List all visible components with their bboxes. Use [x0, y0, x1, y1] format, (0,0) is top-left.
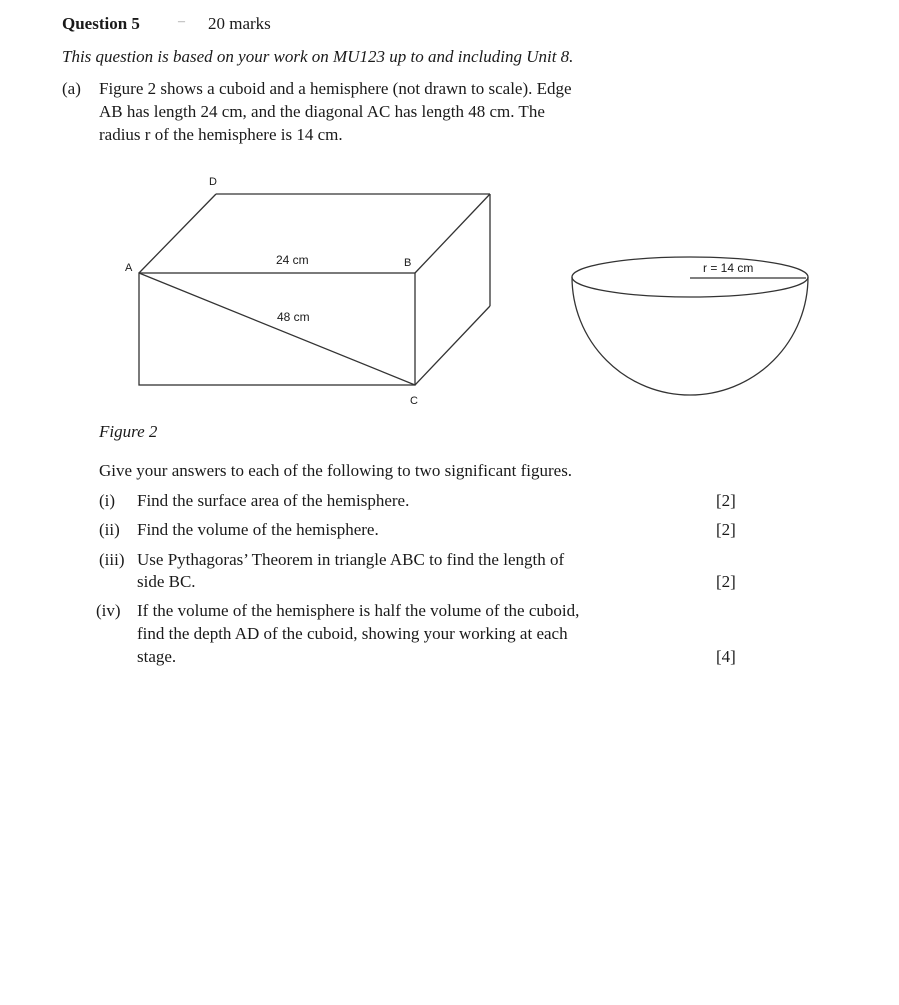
diagonal-ac-length: 48 cm [277, 310, 310, 324]
intro-text: This question is based on your work on MU123 up to and including Unit 8. [62, 47, 574, 66]
question-title: Question 5 [62, 14, 140, 33]
question-text: stage. [137, 647, 177, 666]
vertex-label-d: D [209, 176, 217, 188]
cuboid-edge-ad [139, 194, 216, 273]
question-text: Use Pythagoras’ Theorem in triangle ABC to find the length of [137, 550, 565, 569]
cuboid-top-right-edge [415, 194, 490, 273]
question-text: side BC. [137, 572, 196, 591]
hemisphere [572, 257, 808, 395]
figure-caption: Figure 2 [99, 422, 158, 441]
question-number: (i) [99, 491, 116, 510]
question-text: find the depth AD of the cuboid, showing your working at each [137, 624, 568, 643]
question-text: Find the surface area of the hemisphere. [137, 491, 410, 510]
hemisphere-bowl [572, 277, 808, 395]
cuboid-diagonal-ac [139, 273, 415, 385]
question-number: (iii) [99, 550, 125, 569]
cuboid-bottom-right-edge [415, 306, 490, 385]
radius-label: r = 14 cm [703, 261, 754, 275]
hemisphere-rim [572, 257, 808, 297]
vertex-label-a: A [125, 262, 133, 274]
question-number: (ii) [99, 520, 120, 539]
question-marks: [2] [716, 572, 736, 591]
part-a-line-2: AB has length 24 cm, and the diagonal AC has length 48 cm. The [99, 102, 545, 121]
cuboid [139, 194, 490, 385]
title-separator: – [178, 14, 185, 29]
part-a-line-3: radius r of the hemisphere is 14 cm. [99, 125, 343, 144]
part-a-label: (a) [62, 79, 81, 98]
vertex-label-c: C [410, 395, 418, 407]
question-marks: [4] [716, 647, 736, 666]
question-marks: 20 marks [208, 14, 271, 33]
question-number: (iv) [96, 601, 121, 620]
question-text: If the volume of the hemisphere is half the volume of the cuboid, [137, 601, 580, 620]
question-marks: [2] [716, 491, 736, 510]
vertex-label-b: B [404, 257, 412, 269]
instructions-text: Give your answers to each of the following to two significant figures. [99, 461, 573, 480]
question-marks: [2] [716, 520, 736, 539]
edge-ab-length: 24 cm [276, 253, 309, 267]
part-a-line-1: Figure 2 shows a cuboid and a hemisphere (not drawn to scale). Edge [99, 79, 572, 98]
question-text: Find the volume of the hemisphere. [137, 520, 379, 539]
